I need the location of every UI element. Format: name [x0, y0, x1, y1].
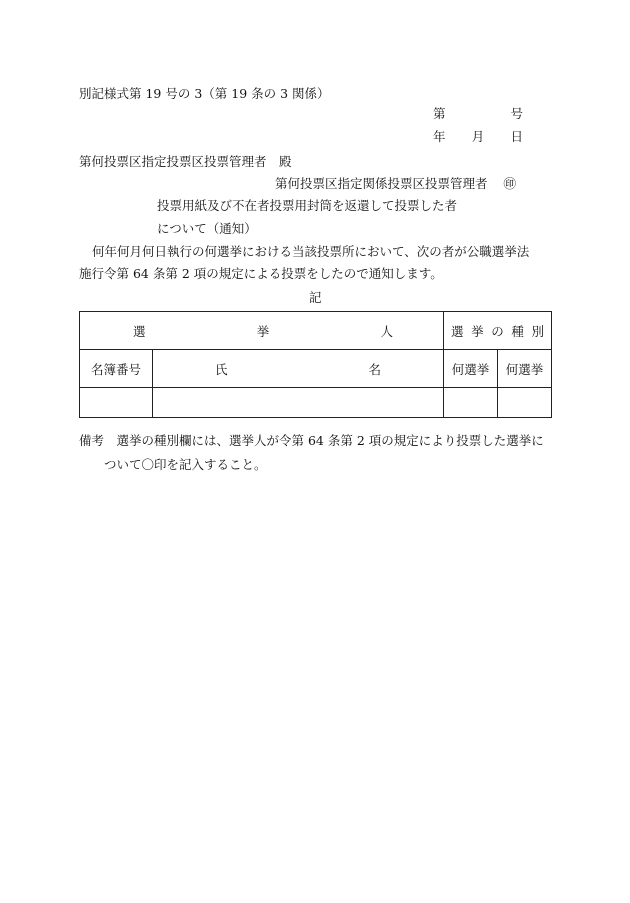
type-header-char-1: 選 — [451, 323, 464, 339]
election-col-2-header: 何選挙 — [498, 350, 552, 388]
seal-mark: ㊞ — [503, 176, 517, 191]
type-header-char-4: 種 — [511, 323, 524, 339]
type-header-char-2: 挙 — [471, 323, 484, 339]
note-line-1: 備考 選挙の種別欄には、選挙人が令第 64 条第 2 項の規定により投票した選挙に — [79, 433, 544, 448]
name-header — [153, 350, 444, 388]
table-row — [80, 388, 552, 418]
number-go: 号 — [510, 106, 523, 121]
register-number-cell[interactable] — [80, 388, 153, 418]
table-header-row — [80, 312, 552, 350]
name-header-family: 氏 — [215, 361, 228, 377]
type-header-char-5: 別 — [531, 323, 545, 339]
election-2-cell[interactable] — [498, 388, 552, 418]
election-1-cell[interactable] — [444, 388, 498, 418]
subject-line-2: について（通知） — [157, 221, 257, 236]
body-line-1: 何年何月何日執行の何選挙における当該投票所において、次の者が公職選挙法 — [92, 244, 530, 259]
elector-header-char-3: 人 — [380, 323, 394, 339]
document-number-line — [433, 104, 523, 122]
elector-header-char-2: 挙 — [256, 323, 270, 339]
sender: 第何投票区指定関係投票区投票管理者 — [275, 176, 488, 191]
date-line — [433, 127, 523, 145]
name-cell[interactable] — [153, 388, 444, 418]
ki-heading: 記 — [309, 290, 322, 305]
register-number-header: 名簿番号 — [80, 350, 153, 388]
subject-line-1: 投票用紙及び不在者投票用封筒を返還して投票した者 — [157, 198, 458, 213]
number-dai: 第 — [433, 106, 446, 121]
form-reference: 別記様式第 19 号の 3（第 19 条の 3 関係） — [79, 86, 330, 101]
date-year: 年 — [433, 129, 446, 144]
election-type-header — [444, 312, 552, 350]
addressee: 第何投票区指定投票区投票管理者 殿 — [79, 154, 292, 169]
election-col-1-header: 何選挙 — [444, 350, 498, 388]
type-header-char-3: の — [491, 323, 504, 339]
name-header-given: 名 — [368, 361, 382, 377]
date-month: 月 — [471, 129, 485, 144]
elector-header-char-1: 選 — [133, 323, 146, 339]
body-line-2: 施行令第 64 条第 2 項の規定による投票をしたので通知します。 — [79, 266, 443, 281]
table-subheader-row — [80, 350, 552, 388]
elector-table — [79, 311, 552, 418]
note-line-2: ついて〇印を記入すること。 — [104, 457, 267, 472]
date-day: 日 — [510, 129, 523, 144]
elector-header — [80, 312, 444, 350]
sender-line — [275, 174, 516, 192]
